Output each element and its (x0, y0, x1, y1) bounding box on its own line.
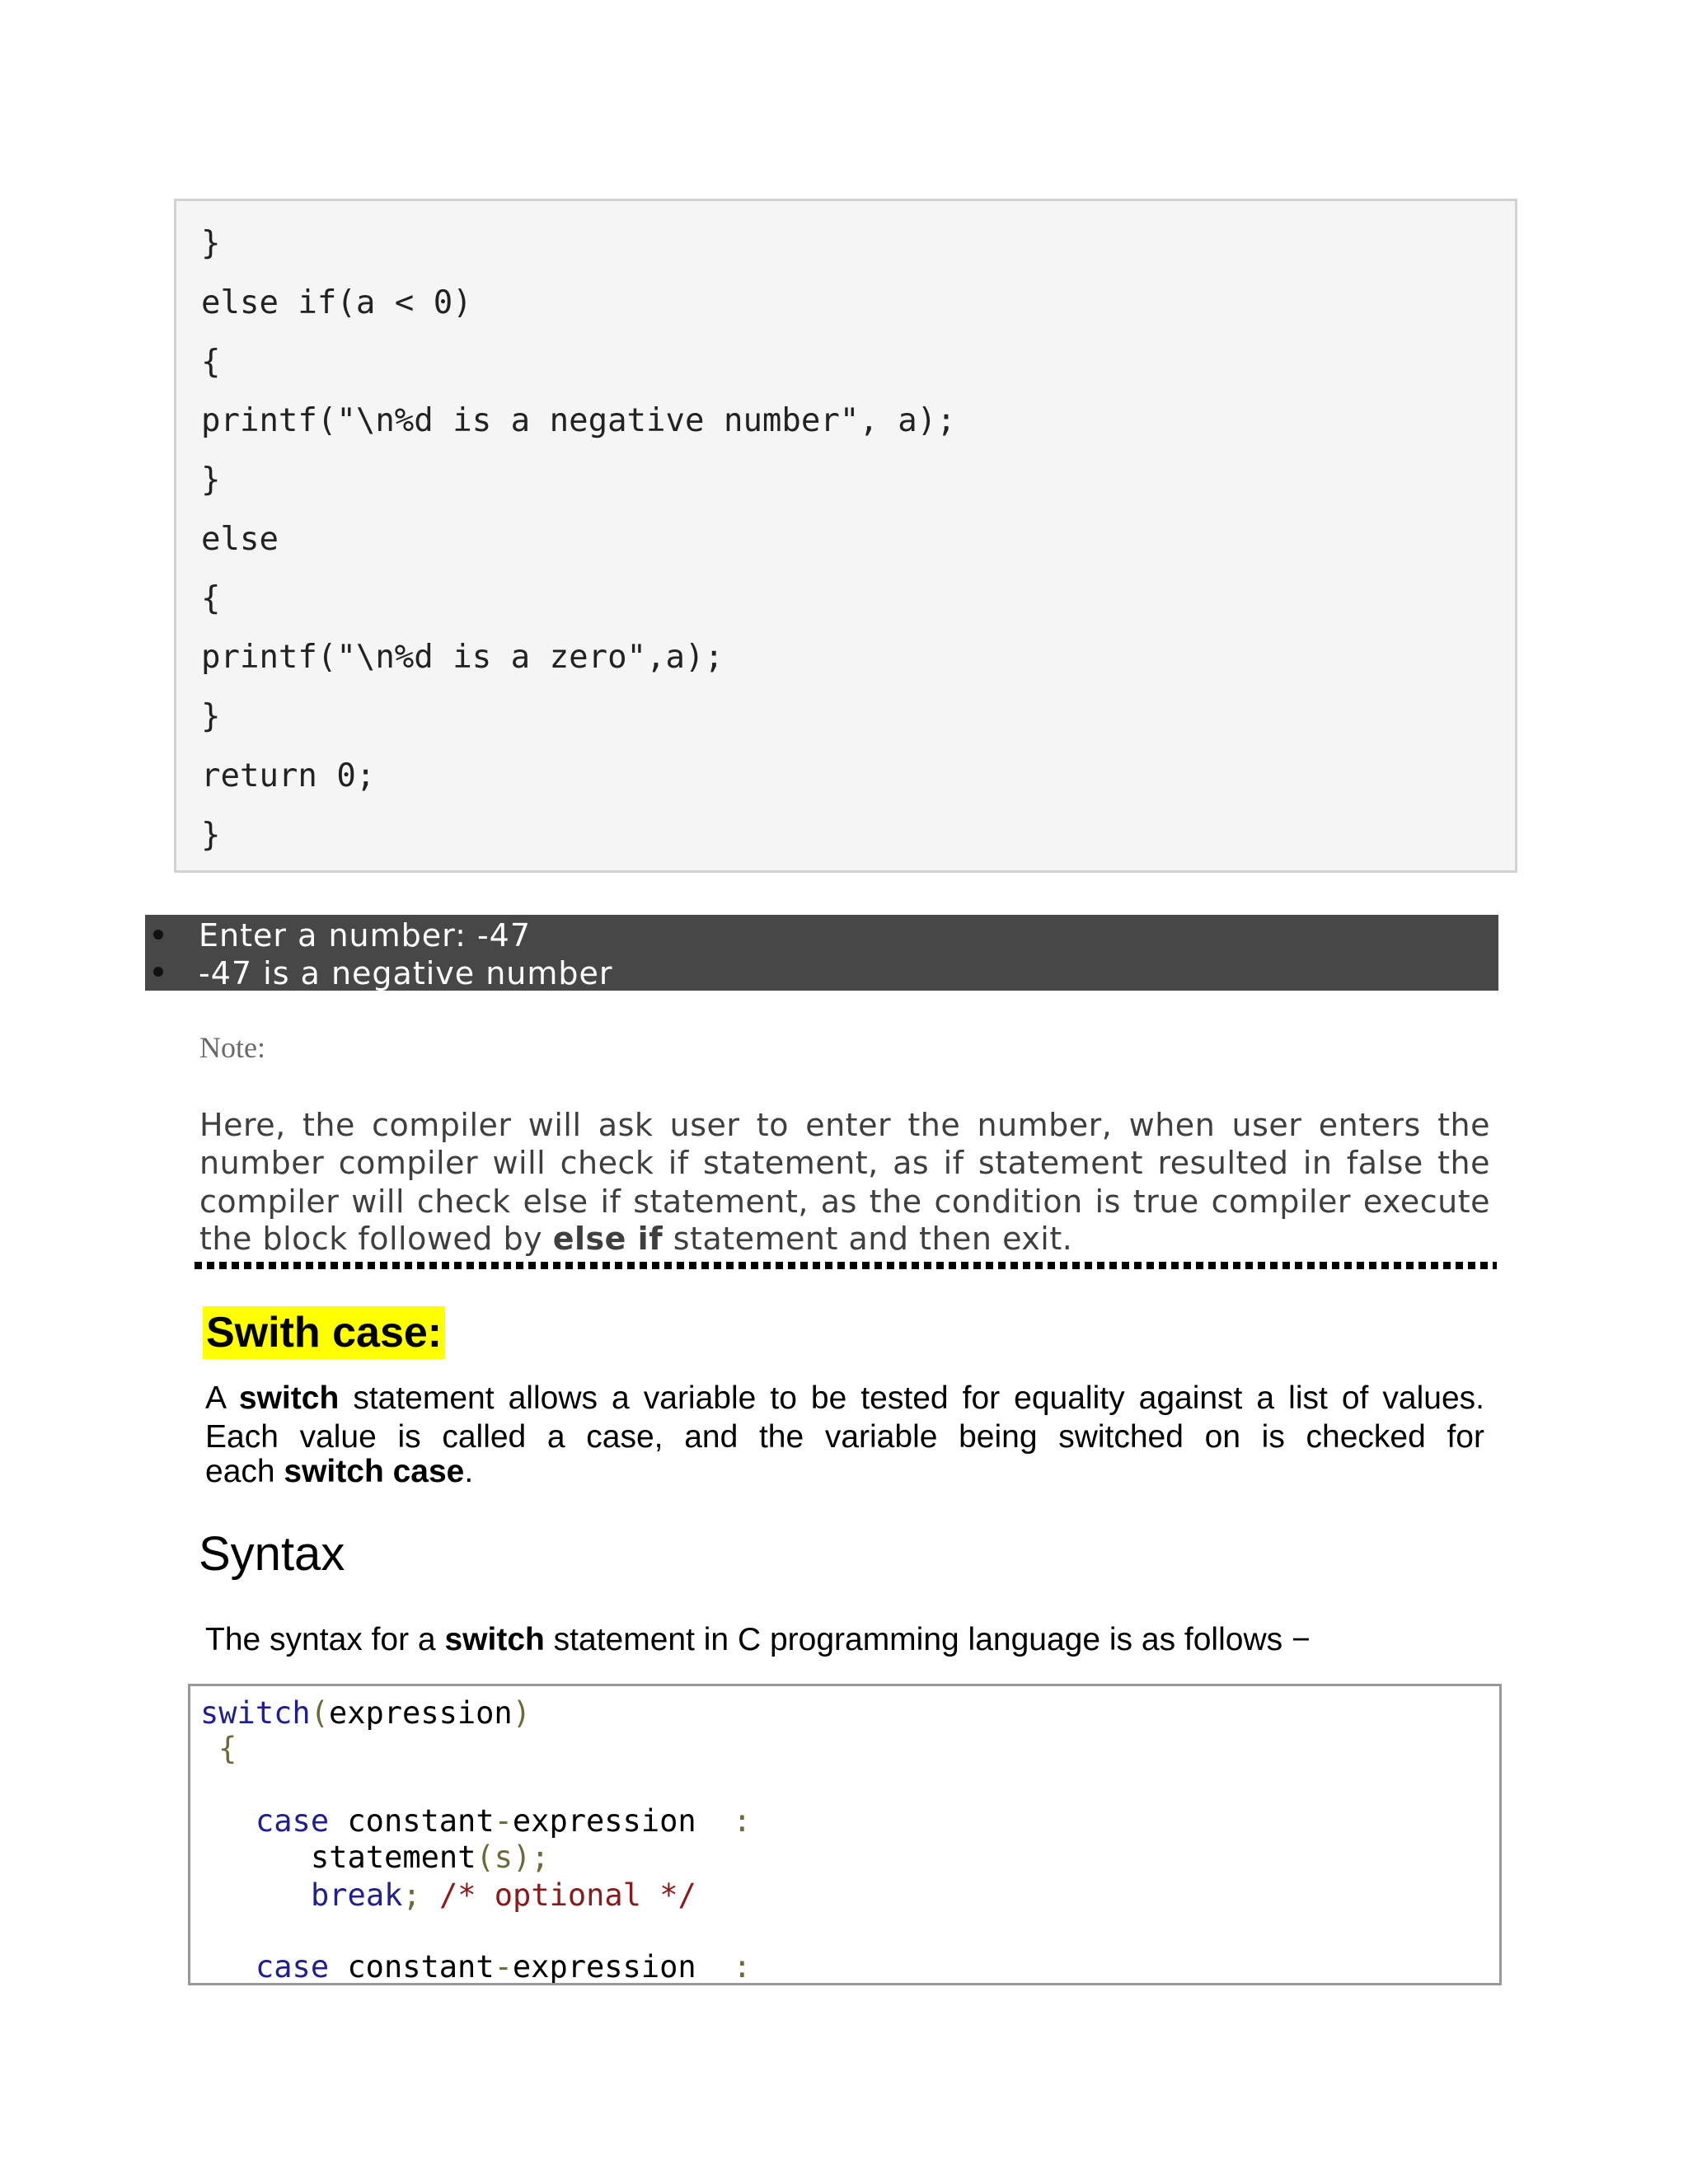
punct: ( (310, 1695, 329, 1731)
note-text-line: compiler will check else if statement, as the condition is true compiler execute (199, 1183, 1490, 1220)
output-line: Enter a number: -47 (199, 917, 532, 954)
switch-paragraph-line (205, 1382, 1484, 1414)
para-bold-text: switch (238, 1380, 340, 1416)
punct: ) (512, 1695, 531, 1731)
identifier: expression (328, 1695, 513, 1731)
note-text-line: Here, the compiler will ask user to enter the number, when user enters the (199, 1107, 1490, 1143)
code-block-1 (174, 199, 1517, 873)
punct: - (494, 1803, 513, 1839)
para-text: A (205, 1380, 239, 1416)
note-bold-text: else if (552, 1221, 663, 1257)
identifier: constant (347, 1949, 495, 1985)
code-line: } (201, 817, 221, 854)
identifier: expression (512, 1803, 696, 1839)
intro-text: The syntax for a (205, 1622, 445, 1657)
code-line-break (311, 1877, 696, 1913)
switch-case-heading: Swith case: (203, 1306, 445, 1359)
code-line: { (201, 580, 221, 617)
note-text-line: number compiler will check if statement, as if statement resulted in false the (199, 1145, 1490, 1181)
identifier: expression (512, 1949, 696, 1985)
punct: ; (402, 1877, 421, 1913)
keyword-switch: switch (200, 1695, 311, 1731)
bullet-icon (153, 930, 163, 940)
code-line: } (201, 225, 221, 262)
intro-text: statement in C programming language is as follows − (544, 1622, 1311, 1657)
code-line: } (201, 698, 221, 735)
code-line: return 0; (201, 757, 376, 794)
bullet-icon (153, 967, 163, 977)
switch-paragraph-line: Each value is called a case, and the variable being switched on is checked for (205, 1419, 1484, 1455)
para-text: . (464, 1454, 474, 1489)
code-block-2 (188, 1684, 1502, 1985)
code-line: printf("\n%d is a negative number", a); (201, 402, 956, 439)
punct: (s); (476, 1840, 550, 1875)
keyword-case: case (256, 1949, 330, 1985)
intro-bold-text: switch (444, 1622, 545, 1657)
note-label: Note: (199, 1031, 265, 1064)
output-line: -47 is a negative number (199, 955, 613, 991)
code-line: { (201, 344, 221, 381)
note-text: statement and then exit. (663, 1221, 1073, 1257)
code-line-case (256, 1949, 752, 1985)
code-line-case (256, 1803, 752, 1839)
code-line-statement (311, 1840, 550, 1875)
syntax-intro (205, 1624, 1311, 1656)
dotted-divider (195, 1262, 1497, 1269)
punct: : (733, 1949, 752, 1985)
identifier: constant (347, 1803, 495, 1839)
punct: - (494, 1949, 513, 1985)
identifier: statement (311, 1840, 476, 1875)
code-line: else if(a < 0) (201, 284, 472, 321)
code-line-switch (200, 1695, 531, 1731)
keyword-break: break (311, 1877, 403, 1913)
keyword-case: case (256, 1803, 330, 1839)
para-text: statement allows a variable to be tested for equality against a list of values. (339, 1380, 1484, 1416)
note-text: the block followed by (199, 1221, 553, 1257)
para-text: each (205, 1454, 284, 1489)
code-line-brace: { (218, 1731, 237, 1766)
code-line: else (201, 521, 279, 558)
syntax-heading: Syntax (199, 1527, 345, 1581)
note-text-line (199, 1221, 1490, 1257)
code-line: printf("\n%d is a zero",a); (201, 639, 724, 676)
punct: : (733, 1803, 752, 1839)
para-bold-text: switch case (284, 1454, 465, 1489)
code-line: } (201, 462, 221, 499)
code-comment: /* optional */ (438, 1877, 696, 1913)
switch-paragraph-line (205, 1455, 1484, 1488)
program-output (145, 915, 1498, 991)
